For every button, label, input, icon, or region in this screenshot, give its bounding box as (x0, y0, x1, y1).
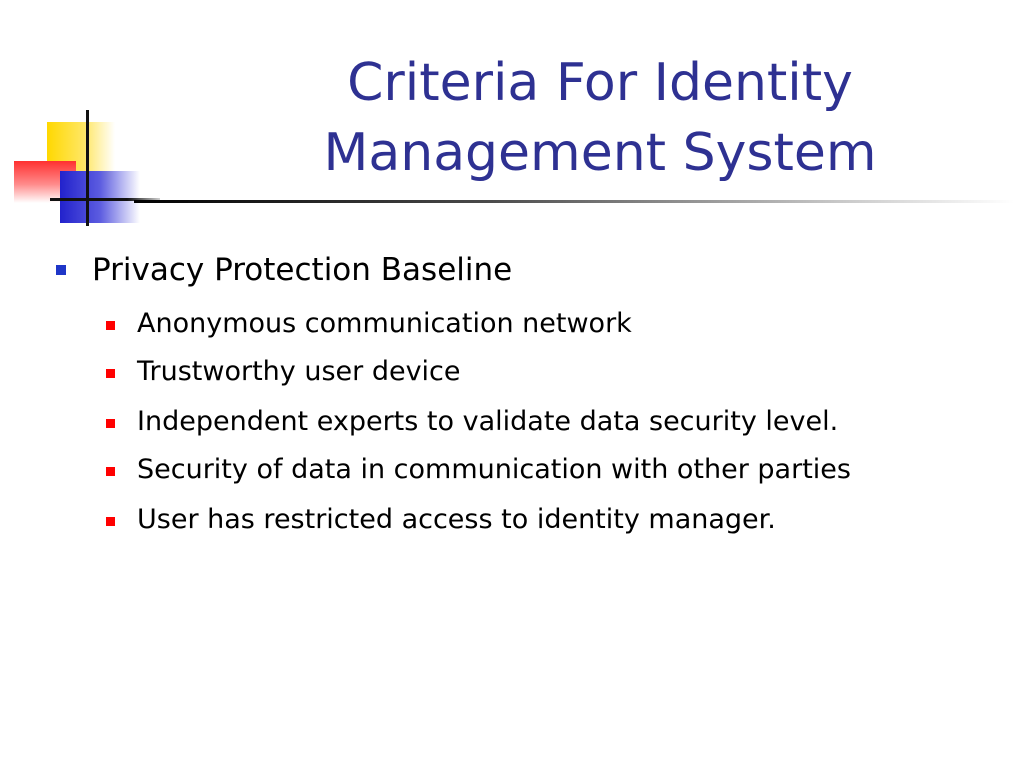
blue-square-shape (60, 171, 140, 223)
square-bullet-icon (106, 321, 115, 330)
square-bullet-icon (106, 369, 115, 378)
sub-bullet-text: User has restricted access to identity manager. (137, 504, 776, 535)
title-divider (134, 200, 1014, 203)
title-line-1: Criteria For Identity (347, 53, 853, 113)
sub-bullet-text: Security of data in communication with other parties (137, 454, 851, 485)
vertical-line-shape (86, 110, 89, 226)
square-bullet-icon (106, 467, 115, 476)
sub-bullet-text: Independent experts to validate data security level. (137, 406, 839, 437)
square-bullet-icon (106, 419, 115, 428)
bullet-main-text: Privacy Protection Baseline (92, 252, 513, 288)
title-line-2: Management System (323, 123, 877, 183)
slide-title (260, 48, 940, 188)
sub-bullet-text: Trustworthy user device (137, 356, 461, 387)
decorative-logo (0, 100, 160, 230)
sub-bullet-text: Anonymous communication network (137, 308, 632, 339)
square-bullet-icon (56, 265, 66, 275)
square-bullet-icon (106, 517, 115, 526)
